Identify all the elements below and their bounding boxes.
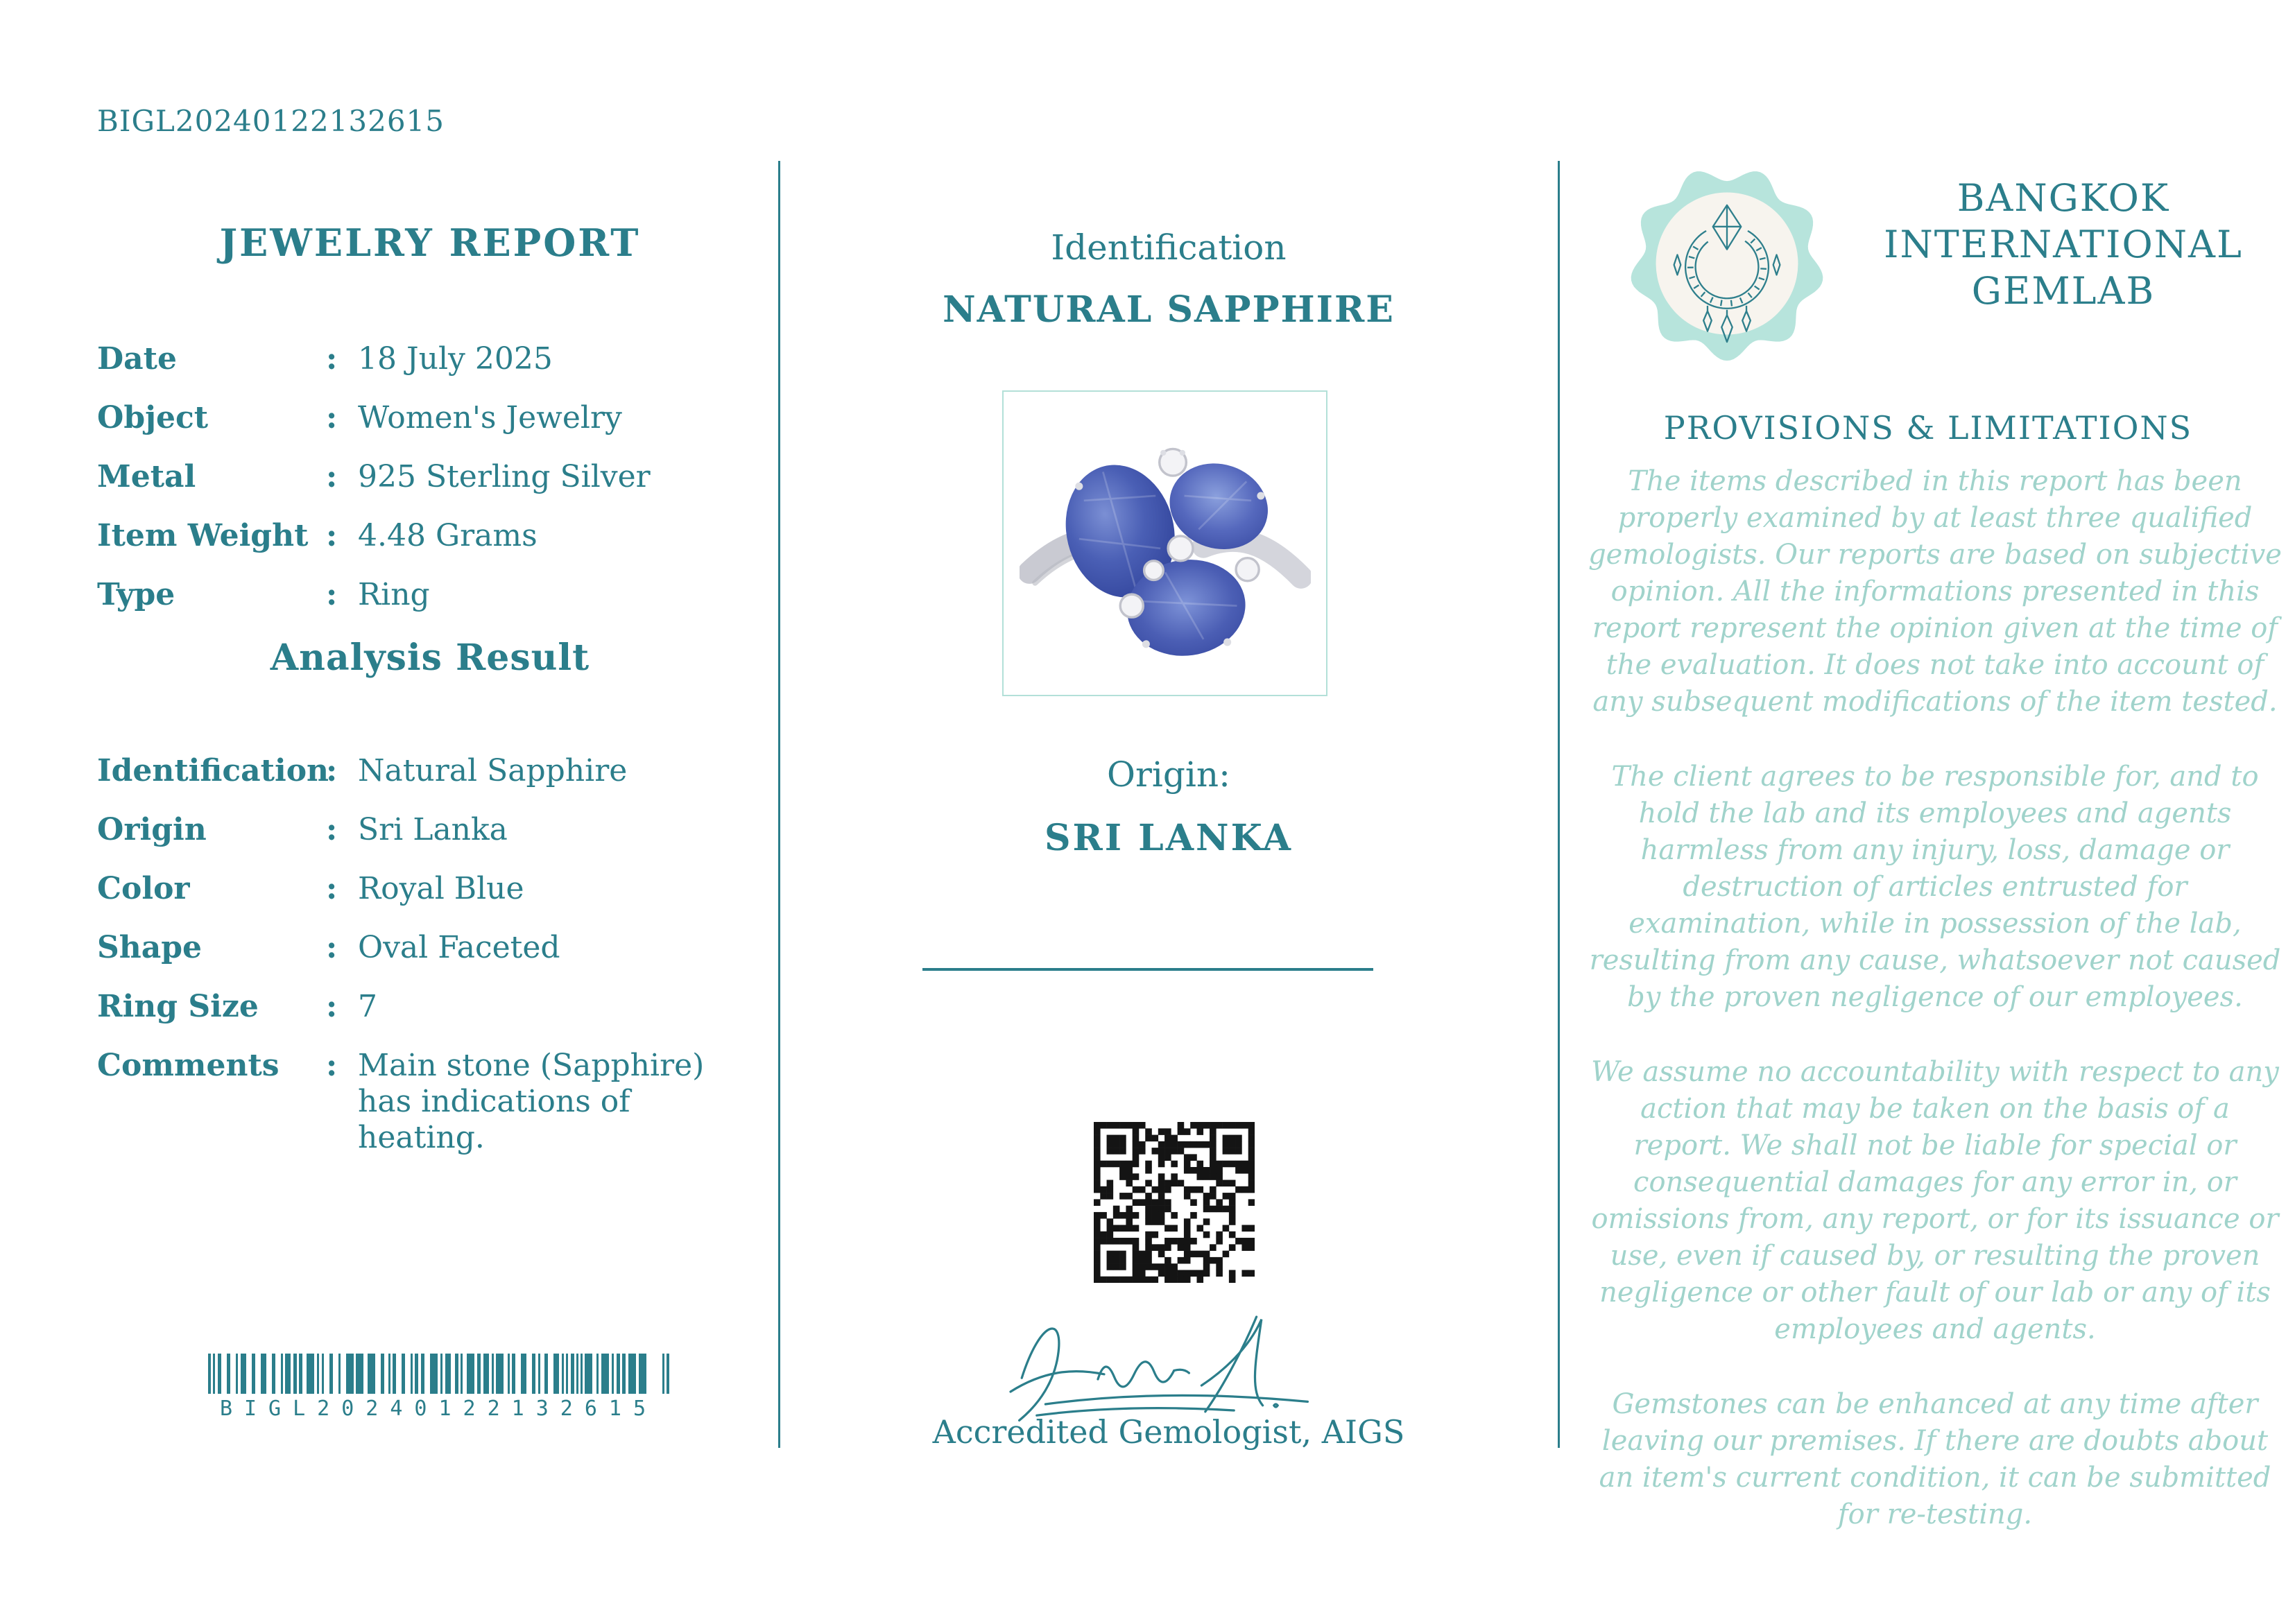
colon-separator: : — [326, 577, 338, 612]
colon-separator: : — [326, 1048, 338, 1083]
colon-separator: : — [326, 871, 338, 906]
detail-value: 925 Sterling Silver — [358, 459, 651, 494]
analysis-row-shape — [97, 930, 756, 966]
detail-value: 4.48 Grams — [358, 518, 538, 553]
detail-label: Item Weight — [97, 518, 309, 553]
detail-label: Metal — [97, 459, 196, 494]
detail-label: Object — [97, 400, 209, 435]
analysis-label: Comments — [97, 1048, 280, 1083]
identification-result: NATURAL SAPPHIRE — [943, 288, 1395, 331]
detail-row-item-weight — [97, 518, 756, 554]
detail-label: Date — [97, 341, 177, 377]
analysis-label: Color — [97, 871, 190, 906]
colon-separator: : — [326, 930, 338, 965]
colon-separator: : — [326, 459, 338, 494]
provisions-limitations-title: PROVISIONS & LIMITATIONS — [1663, 409, 2193, 447]
sapphire-ring-photo — [1020, 405, 1311, 682]
provisions-paragraph: We assume no accountability with respect to any action that may be taken on the basis of a report. We shall not be liable for special or consequential damages for any error in, or omissions from, any report, or for its issuance or use, even if caused by, or resulting the proven negligence or other fault of our lab or any of its employees and agents. — [1591, 1056, 2279, 1345]
analysis-value: Main stone (Sapphire) has indications of heating. — [358, 1048, 705, 1155]
provisions-paragraph: Gemstones can be enhanced at any time after leaving our premises. If there are doubts about an item's current condition, it can be submitted for re-testing. — [1599, 1388, 2271, 1530]
report-number: BIGL20240122132615 — [97, 104, 445, 138]
analysis-value: 7 — [358, 989, 377, 1024]
colon-separator: : — [326, 812, 338, 847]
analysis-row-origin — [97, 812, 756, 848]
gemlab-logo-badge-icon — [1626, 159, 1828, 368]
lab-name-line: INTERNATIONAL — [1884, 223, 2243, 266]
lab-name-line: BANGKOK — [1957, 176, 2170, 220]
gemologist-signature — [992, 1298, 1366, 1423]
report-barcode — [208, 1354, 669, 1421]
report-qr-code — [1094, 1122, 1255, 1283]
gemologist-title: Accredited Gemologist, AIGS — [932, 1413, 1405, 1451]
analysis-row-color — [97, 871, 756, 907]
analysis-label: Origin — [97, 812, 207, 847]
analysis-label: Identification — [97, 753, 329, 788]
gemlab-logo — [1626, 159, 1828, 368]
analysis-row-ring-size — [97, 989, 756, 1025]
analysis-label: Ring Size — [97, 989, 259, 1024]
colon-separator: : — [326, 341, 338, 377]
origin-heading: Origin: — [1107, 754, 1230, 795]
detail-row-metal — [97, 459, 756, 495]
provisions-text — [1588, 463, 2282, 1571]
analysis-row-identification — [97, 753, 756, 789]
barcode-number: BIGL20240122132615 — [219, 1397, 658, 1421]
analysis-value: Natural Sapphire — [358, 753, 628, 788]
analysis-row-comments — [97, 1048, 756, 1156]
column-divider-left — [778, 161, 780, 1448]
analysis-result-title: Analysis Result — [270, 637, 590, 679]
barcode-icon — [208, 1354, 669, 1394]
detail-row-date — [97, 341, 756, 377]
lab-name-line: GEMLAB — [1971, 269, 2156, 313]
detail-row-type — [97, 577, 756, 613]
analysis-result-list — [97, 753, 756, 1179]
identification-heading: Identification — [1051, 227, 1287, 268]
analysis-value: Oval Faceted — [358, 930, 560, 965]
colon-separator: : — [326, 753, 338, 788]
item-details-list — [97, 341, 756, 636]
origin-result: SRI LANKA — [1044, 817, 1293, 859]
colon-separator: : — [326, 989, 338, 1024]
column-divider-right — [1558, 161, 1560, 1448]
item-photo-frame — [1002, 390, 1327, 696]
colon-separator: : — [326, 518, 338, 553]
detail-value: Women's Jewelry — [358, 400, 622, 435]
jewelry-report-title: JEWELRY REPORT — [219, 221, 641, 265]
signature-icon — [992, 1298, 1366, 1423]
analysis-value: Royal Blue — [358, 871, 524, 906]
origin-underline — [922, 968, 1373, 971]
colon-separator: : — [326, 400, 338, 435]
detail-row-object — [97, 400, 756, 436]
provisions-paragraph: The items described in this report has been properly examined by at least three qualified gemologists. Our reports are based on subjective opinion. All the informations presented in this report represent the opinion given at the time of the evaluation. It does not take into account of any subsequent modifications of the item tested. — [1588, 465, 2282, 718]
analysis-value: Sri Lanka — [358, 812, 508, 847]
analysis-label: Shape — [97, 930, 203, 965]
provisions-paragraph: The client agrees to be responsible for, and to hold the lab and its employees and agents harmless from any injury, loss, damage or destruction of articles entrusted for examination, while in possession of the lab, resulting from any cause, whatsoever not caused by the proven negligence of our employees. — [1589, 761, 2281, 1013]
lab-name — [1838, 175, 2289, 314]
detail-value: 18 July 2025 — [358, 341, 553, 377]
qr-code-icon — [1094, 1122, 1255, 1283]
detail-label: Type — [97, 577, 175, 612]
detail-value: Ring — [358, 577, 430, 612]
